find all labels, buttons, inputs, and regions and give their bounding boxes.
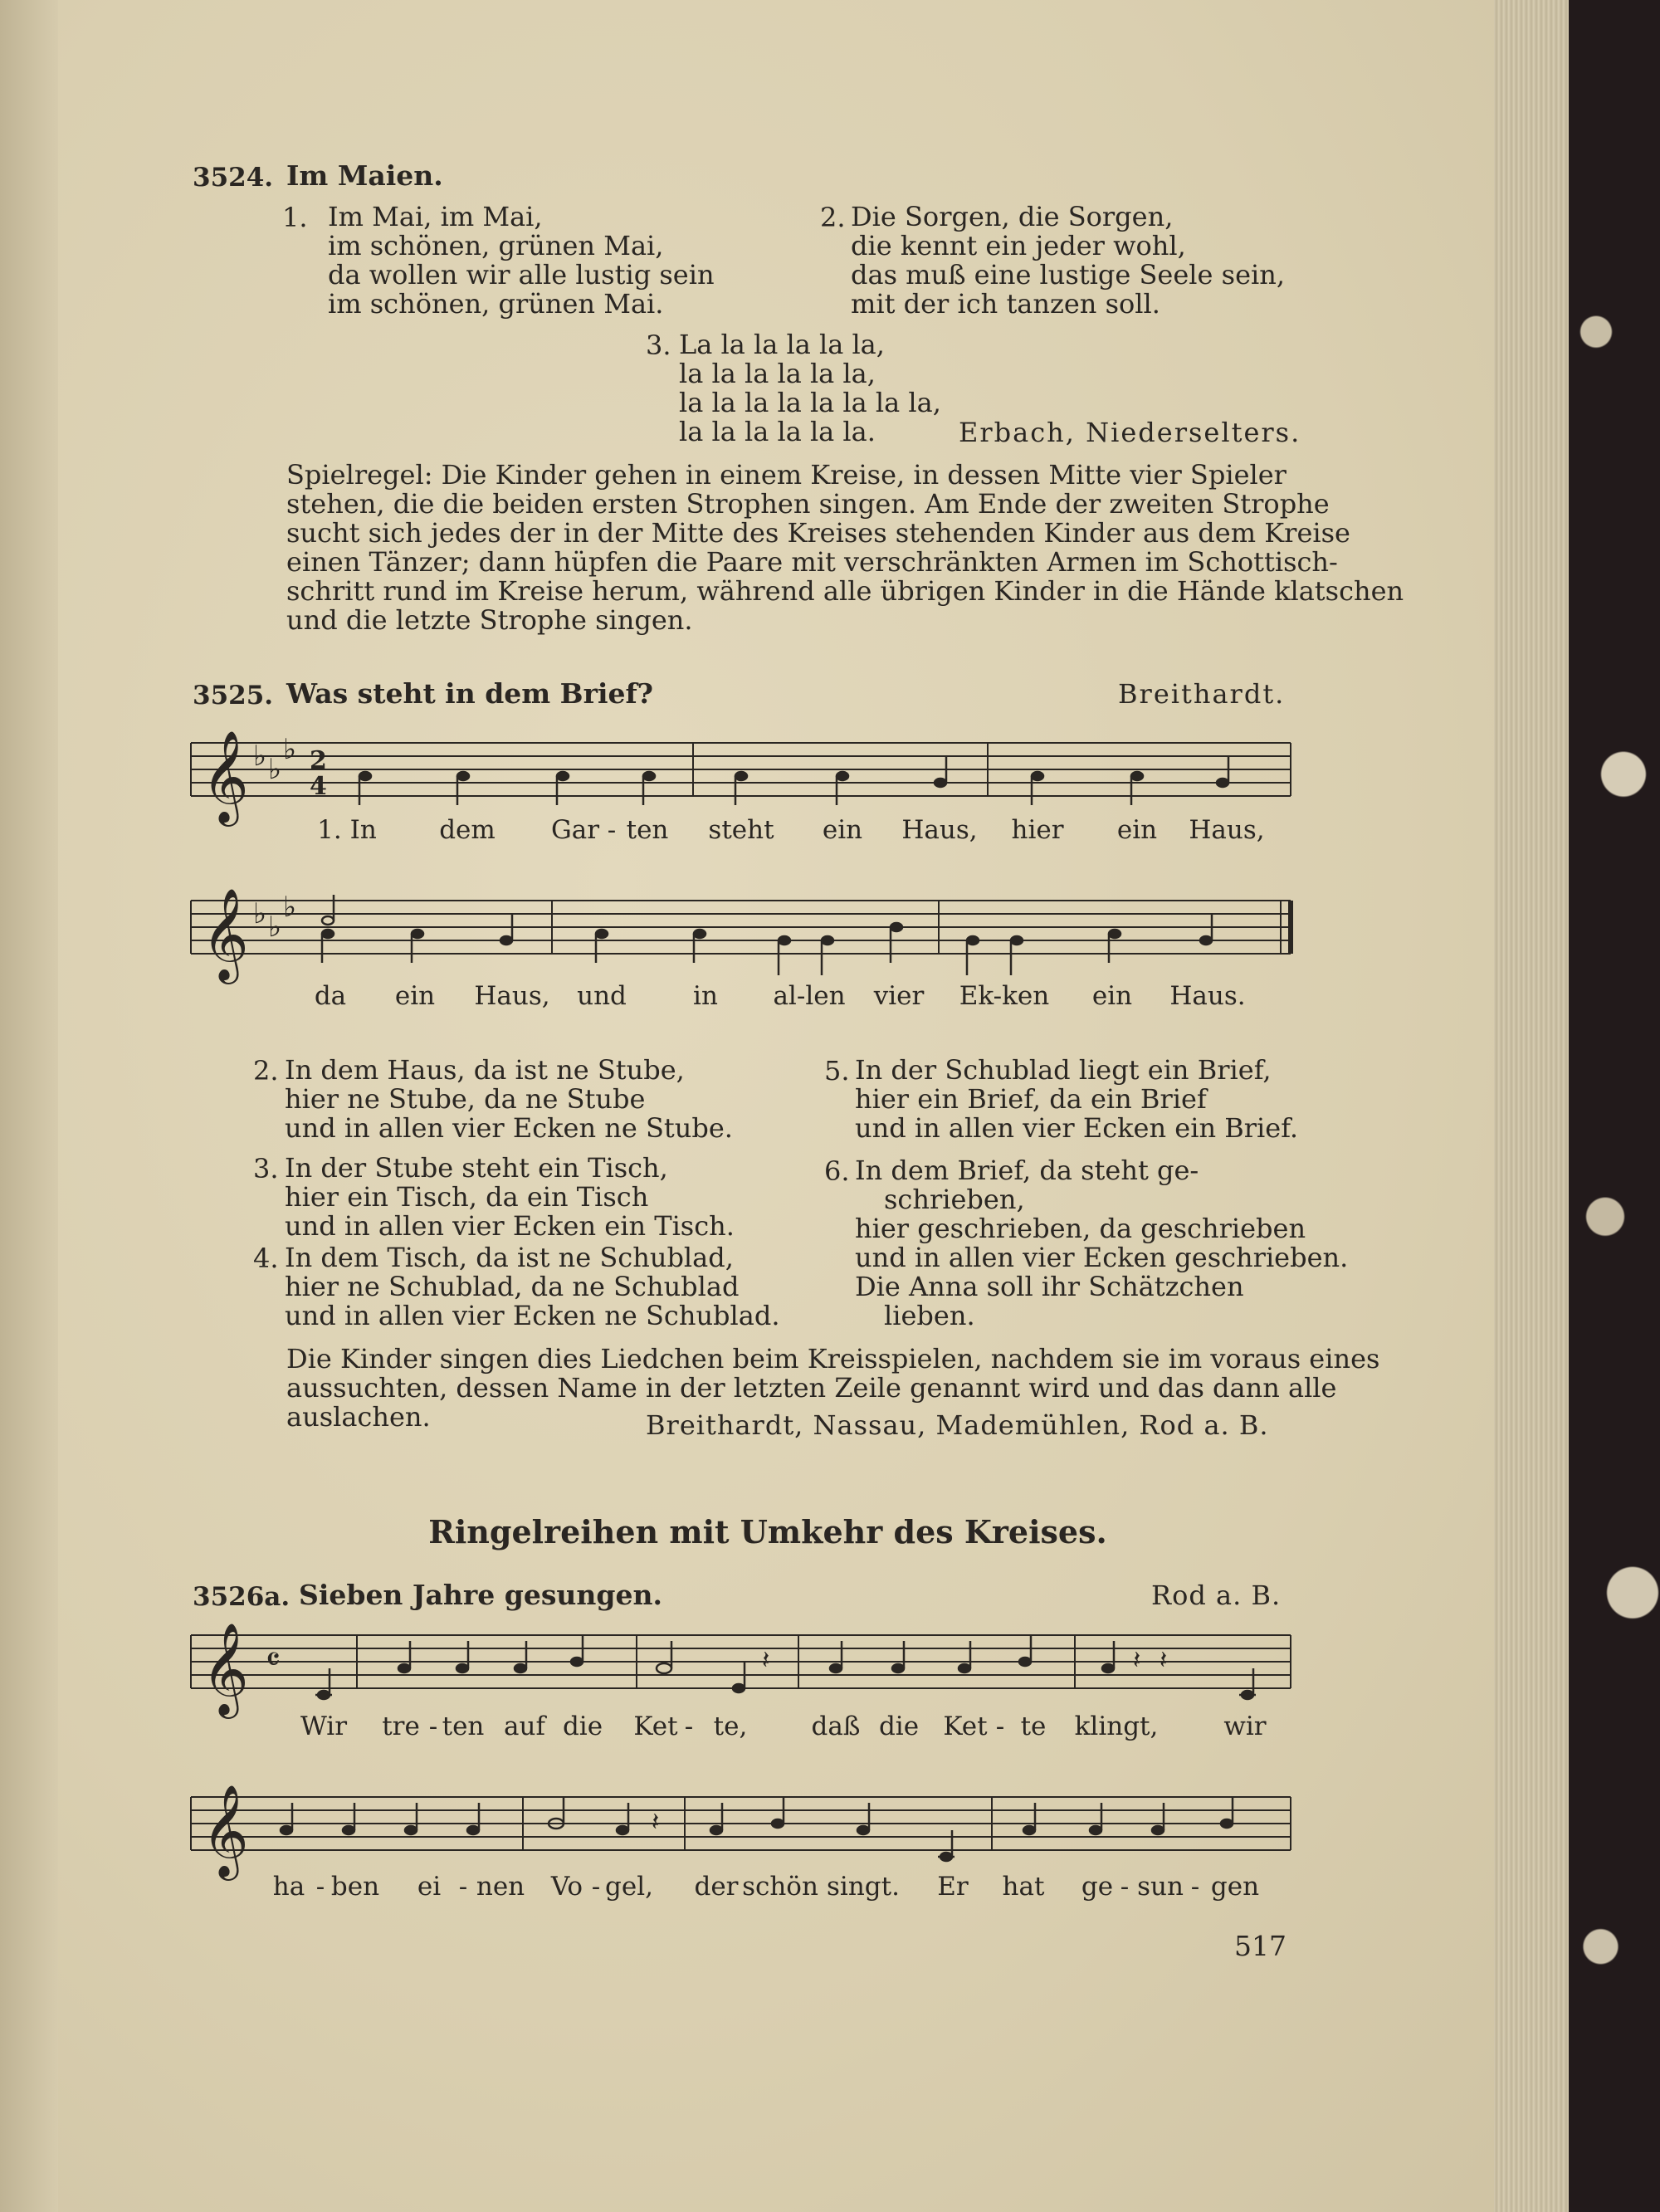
paragraph-line: stehen, die die beiden ersten Strophen singen. Am Ende der zweiten Strophe	[286, 488, 1330, 520]
stanza-line: In der Stube steht ein Tisch,	[285, 1152, 668, 1184]
lyric-syllable: ge	[1081, 1872, 1114, 1902]
stanza-line: und in allen vier Ecken ein Tisch.	[285, 1210, 735, 1242]
stanza-label: 5.	[824, 1055, 850, 1086]
rest-icon: 𝄽	[1133, 1646, 1141, 1675]
music-staff	[187, 1785, 1299, 1884]
cover-board	[1569, 0, 1660, 2212]
source-attribution: Rod a. B.	[1151, 1580, 1282, 1611]
lyric-syllable: nen	[476, 1872, 525, 1902]
stanza-line: In dem Tisch, da ist ne Schublad,	[285, 1242, 734, 1273]
stanza-line: und in allen vier Ecken ne Schublad.	[285, 1300, 780, 1331]
stanza-label: 2.	[253, 1055, 279, 1086]
song-number: 3526a.	[193, 1582, 290, 1612]
lyric-syllable: ten	[626, 815, 669, 845]
stanza-line: das muß eine lustige Seele sein,	[851, 259, 1286, 291]
lyric-syllable: hier	[1011, 815, 1064, 845]
lyric-syllable: Er	[937, 1872, 969, 1902]
lyric-syllable: ein	[1091, 981, 1133, 1011]
stanza-2	[285, 1056, 733, 1143]
lyric-syllable: Haus,	[901, 815, 978, 845]
lyric-syllable: und	[577, 981, 627, 1011]
lyrics-line	[0, 815, 1536, 848]
stanza-line: hier ne Stube, da ne Stube	[285, 1083, 646, 1115]
stanza-line: Die Anna soll ihr Schätzchen	[855, 1271, 1244, 1302]
music-staff	[187, 1623, 1299, 1722]
lyric-syllable: die	[562, 1711, 603, 1741]
lyric-syllable: die	[878, 1711, 920, 1741]
stanza-label: 3.	[253, 1153, 279, 1184]
stanza-line: im schönen, grünen Mai.	[328, 288, 664, 320]
source-attribution: Breithardt, Nassau, Mademühlen, Rod a. B.	[646, 1409, 1269, 1441]
stanza-6	[855, 1156, 1348, 1331]
music-staff	[187, 888, 1299, 996]
lyric-syllable: ha	[272, 1872, 305, 1902]
lyric-syllable: auf	[504, 1711, 545, 1741]
lyric-syllable: Ek-ken	[959, 981, 1050, 1011]
section-heading: Ringelreihen mit Umkehr des Kreises.	[428, 1513, 1107, 1550]
paragraph-line: Spielregel: Die Kinder gehen in einem Kreise, in dessen Mitte vier Spieler	[286, 459, 1286, 491]
lyric-syllable: ein	[1116, 815, 1158, 845]
flat-icon: ♭	[253, 897, 267, 930]
stanza-line: lieben.	[884, 1300, 975, 1331]
stanza-line: la la la la la la.	[679, 416, 876, 447]
time-signature: 2	[310, 746, 327, 775]
lyric-syllable: Vo	[550, 1872, 583, 1902]
time-signature: 4	[310, 772, 327, 801]
stanza-label: 2.	[820, 202, 846, 233]
stanza-label: 6.	[824, 1155, 850, 1187]
stanza-line: hier ne Schublad, da ne Schublad	[285, 1271, 740, 1302]
rest-icon: 𝄽	[652, 1808, 660, 1837]
lyric-syllable: ei	[417, 1872, 442, 1902]
stanza-2	[851, 203, 1285, 319]
paragraph-line: einen Tänzer; dann hüpfen die Paare mit verschränkten Armen im Schottisch-	[286, 546, 1338, 578]
stanza-label: 4.	[253, 1243, 279, 1274]
song-title: Im Maien.	[286, 159, 443, 192]
stanza-line: mit der ich tanzen soll.	[851, 288, 1160, 320]
lyric-syllable: al-len	[773, 981, 846, 1011]
flat-icon: ♭	[268, 753, 282, 786]
stanza-line: schrieben,	[884, 1184, 1025, 1215]
flat-icon: ♭	[283, 891, 297, 924]
lyric-syllable: -	[1190, 1872, 1200, 1902]
stanza-line: die kennt ein jeder wohl,	[851, 230, 1186, 261]
stanza-line: La la la la la la,	[679, 329, 885, 360]
lyric-syllable: gel,	[605, 1872, 653, 1902]
lyric-syllable: -	[995, 1711, 1005, 1741]
stanza-line: Im Mai, im Mai,	[328, 201, 543, 232]
stanza-line: In der Schublad liegt ein Brief,	[855, 1054, 1272, 1086]
paragraph-line: und die letzte Strophe singen.	[286, 604, 693, 636]
stanza-line: und in allen vier Ecken ne Stube.	[285, 1112, 733, 1144]
lyric-syllable: -	[607, 815, 617, 845]
rest-icon: 𝄽	[1160, 1646, 1168, 1675]
stanza-4	[285, 1243, 780, 1331]
lyric-syllable: -	[315, 1872, 325, 1902]
stanza-line: hier geschrieben, da geschrieben	[855, 1213, 1306, 1244]
source-attribution: Erbach, Niederselters.	[959, 417, 1301, 448]
lyric-syllable: -	[1120, 1872, 1130, 1902]
stanza-label: 3.	[646, 330, 671, 361]
lyric-syllable: sun	[1137, 1872, 1184, 1902]
stanza-label: 1.	[282, 202, 308, 233]
lyric-syllable: da	[314, 981, 347, 1011]
lyric-syllable: te	[1020, 1711, 1047, 1741]
paragraph-line: Die Kinder singen dies Liedchen beim Kreisspielen, nachdem sie im voraus eines	[286, 1343, 1380, 1375]
lyric-syllable: schön	[742, 1872, 818, 1902]
lyric-syllable: Ket	[943, 1711, 988, 1741]
stanza-line: In dem Brief, da steht ge-	[855, 1155, 1199, 1186]
flat-icon: ♭	[283, 733, 297, 766]
stanza-line: und in allen vier Ecken ein Brief.	[855, 1112, 1299, 1144]
lyrics-line	[0, 1711, 1536, 1745]
lyric-syllable: 1. In	[317, 815, 377, 845]
song-title: Was steht in dem Brief?	[286, 677, 654, 710]
lyrics-line	[0, 1872, 1536, 1905]
lyric-syllable: te,	[713, 1711, 748, 1741]
lyric-syllable: ein	[394, 981, 436, 1011]
lyric-syllable: Wir	[300, 1711, 348, 1741]
lyric-syllable: singt.	[827, 1872, 900, 1902]
stanza-line: im schönen, grünen Mai,	[328, 230, 664, 261]
stanza-3	[285, 1154, 735, 1241]
treble-clef-icon: 𝄞	[202, 730, 249, 823]
lyric-syllable: gen	[1210, 1872, 1260, 1902]
stanza-line: hier ein Brief, da ein Brief	[855, 1083, 1207, 1115]
stanza-line: Die Sorgen, die Sorgen,	[851, 201, 1174, 232]
paragraph-line: schritt rund im Kreise herum, während alle übrigen Kinder in die Hände klatschen	[286, 575, 1404, 607]
lyric-syllable: Haus.	[1169, 981, 1246, 1011]
song-title: Sieben Jahre gesungen.	[299, 1579, 662, 1611]
paragraph-line: auslachen.	[286, 1401, 431, 1433]
lyric-syllable: ten	[442, 1711, 485, 1741]
stanza-line: la la la la la la la la,	[679, 387, 941, 418]
lyric-syllable: Gar	[550, 815, 600, 845]
stanza-line: und in allen vier Ecken geschrieben.	[855, 1242, 1349, 1273]
lyric-syllable: vier	[873, 981, 925, 1011]
lyric-syllable: Ket	[633, 1711, 678, 1741]
lyric-syllable: wir	[1223, 1711, 1267, 1741]
stanza-3	[679, 330, 941, 447]
lyric-syllable: -	[591, 1872, 601, 1902]
stanza-1	[328, 203, 715, 319]
rest-icon: 𝄽	[762, 1646, 770, 1675]
song-number: 3525.	[193, 681, 274, 710]
stanza-line: hier ein Tisch, da ein Tisch	[285, 1181, 649, 1213]
stanza-line: In dem Haus, da ist ne Stube,	[285, 1054, 685, 1086]
lyric-syllable: steht	[708, 815, 774, 845]
paragraph-line: sucht sich jedes der in der Mitte des Kreises stehenden Kinder aus dem Kreise	[286, 517, 1350, 549]
lyric-syllable: -	[428, 1711, 438, 1741]
lyric-syllable: ein	[822, 815, 863, 845]
treble-clef-icon: 𝄞	[202, 1784, 249, 1877]
game-rule-paragraph	[286, 459, 1404, 636]
lyrics-line	[0, 981, 1536, 1014]
common-time-icon: 𝄴	[266, 1641, 281, 1679]
lyric-syllable: -	[458, 1872, 468, 1902]
lyric-syllable: in	[693, 981, 718, 1011]
page-number: 517	[1234, 1930, 1286, 1962]
stanza-line: da wollen wir alle lustig sein	[328, 259, 715, 291]
treble-clef-icon: 𝄞	[202, 887, 249, 980]
lyric-syllable: hat	[1002, 1872, 1045, 1902]
song-number: 3524.	[193, 163, 274, 193]
source-attribution: Breithardt.	[1118, 678, 1286, 710]
lyric-syllable: Haus,	[1189, 815, 1265, 845]
flat-icon: ♭	[253, 740, 267, 773]
stanza-5	[855, 1056, 1298, 1143]
lyric-syllable: dem	[439, 815, 496, 845]
lyric-syllable: daß	[811, 1711, 861, 1741]
lyric-syllable: klingt,	[1074, 1711, 1159, 1741]
lyric-syllable: ben	[330, 1872, 380, 1902]
lyric-syllable: tre	[382, 1711, 420, 1741]
paragraph-line: aussuchten, dessen Name in der letzten Zeile genannt wird und das dann alle	[286, 1372, 1337, 1404]
lyric-syllable: Haus,	[474, 981, 550, 1011]
stanza-line: la la la la la la,	[679, 358, 876, 389]
treble-clef-icon: 𝄞	[202, 1622, 249, 1715]
flat-icon: ♭	[268, 911, 282, 944]
lyric-syllable: der	[694, 1872, 739, 1902]
lyric-syllable: -	[684, 1711, 694, 1741]
